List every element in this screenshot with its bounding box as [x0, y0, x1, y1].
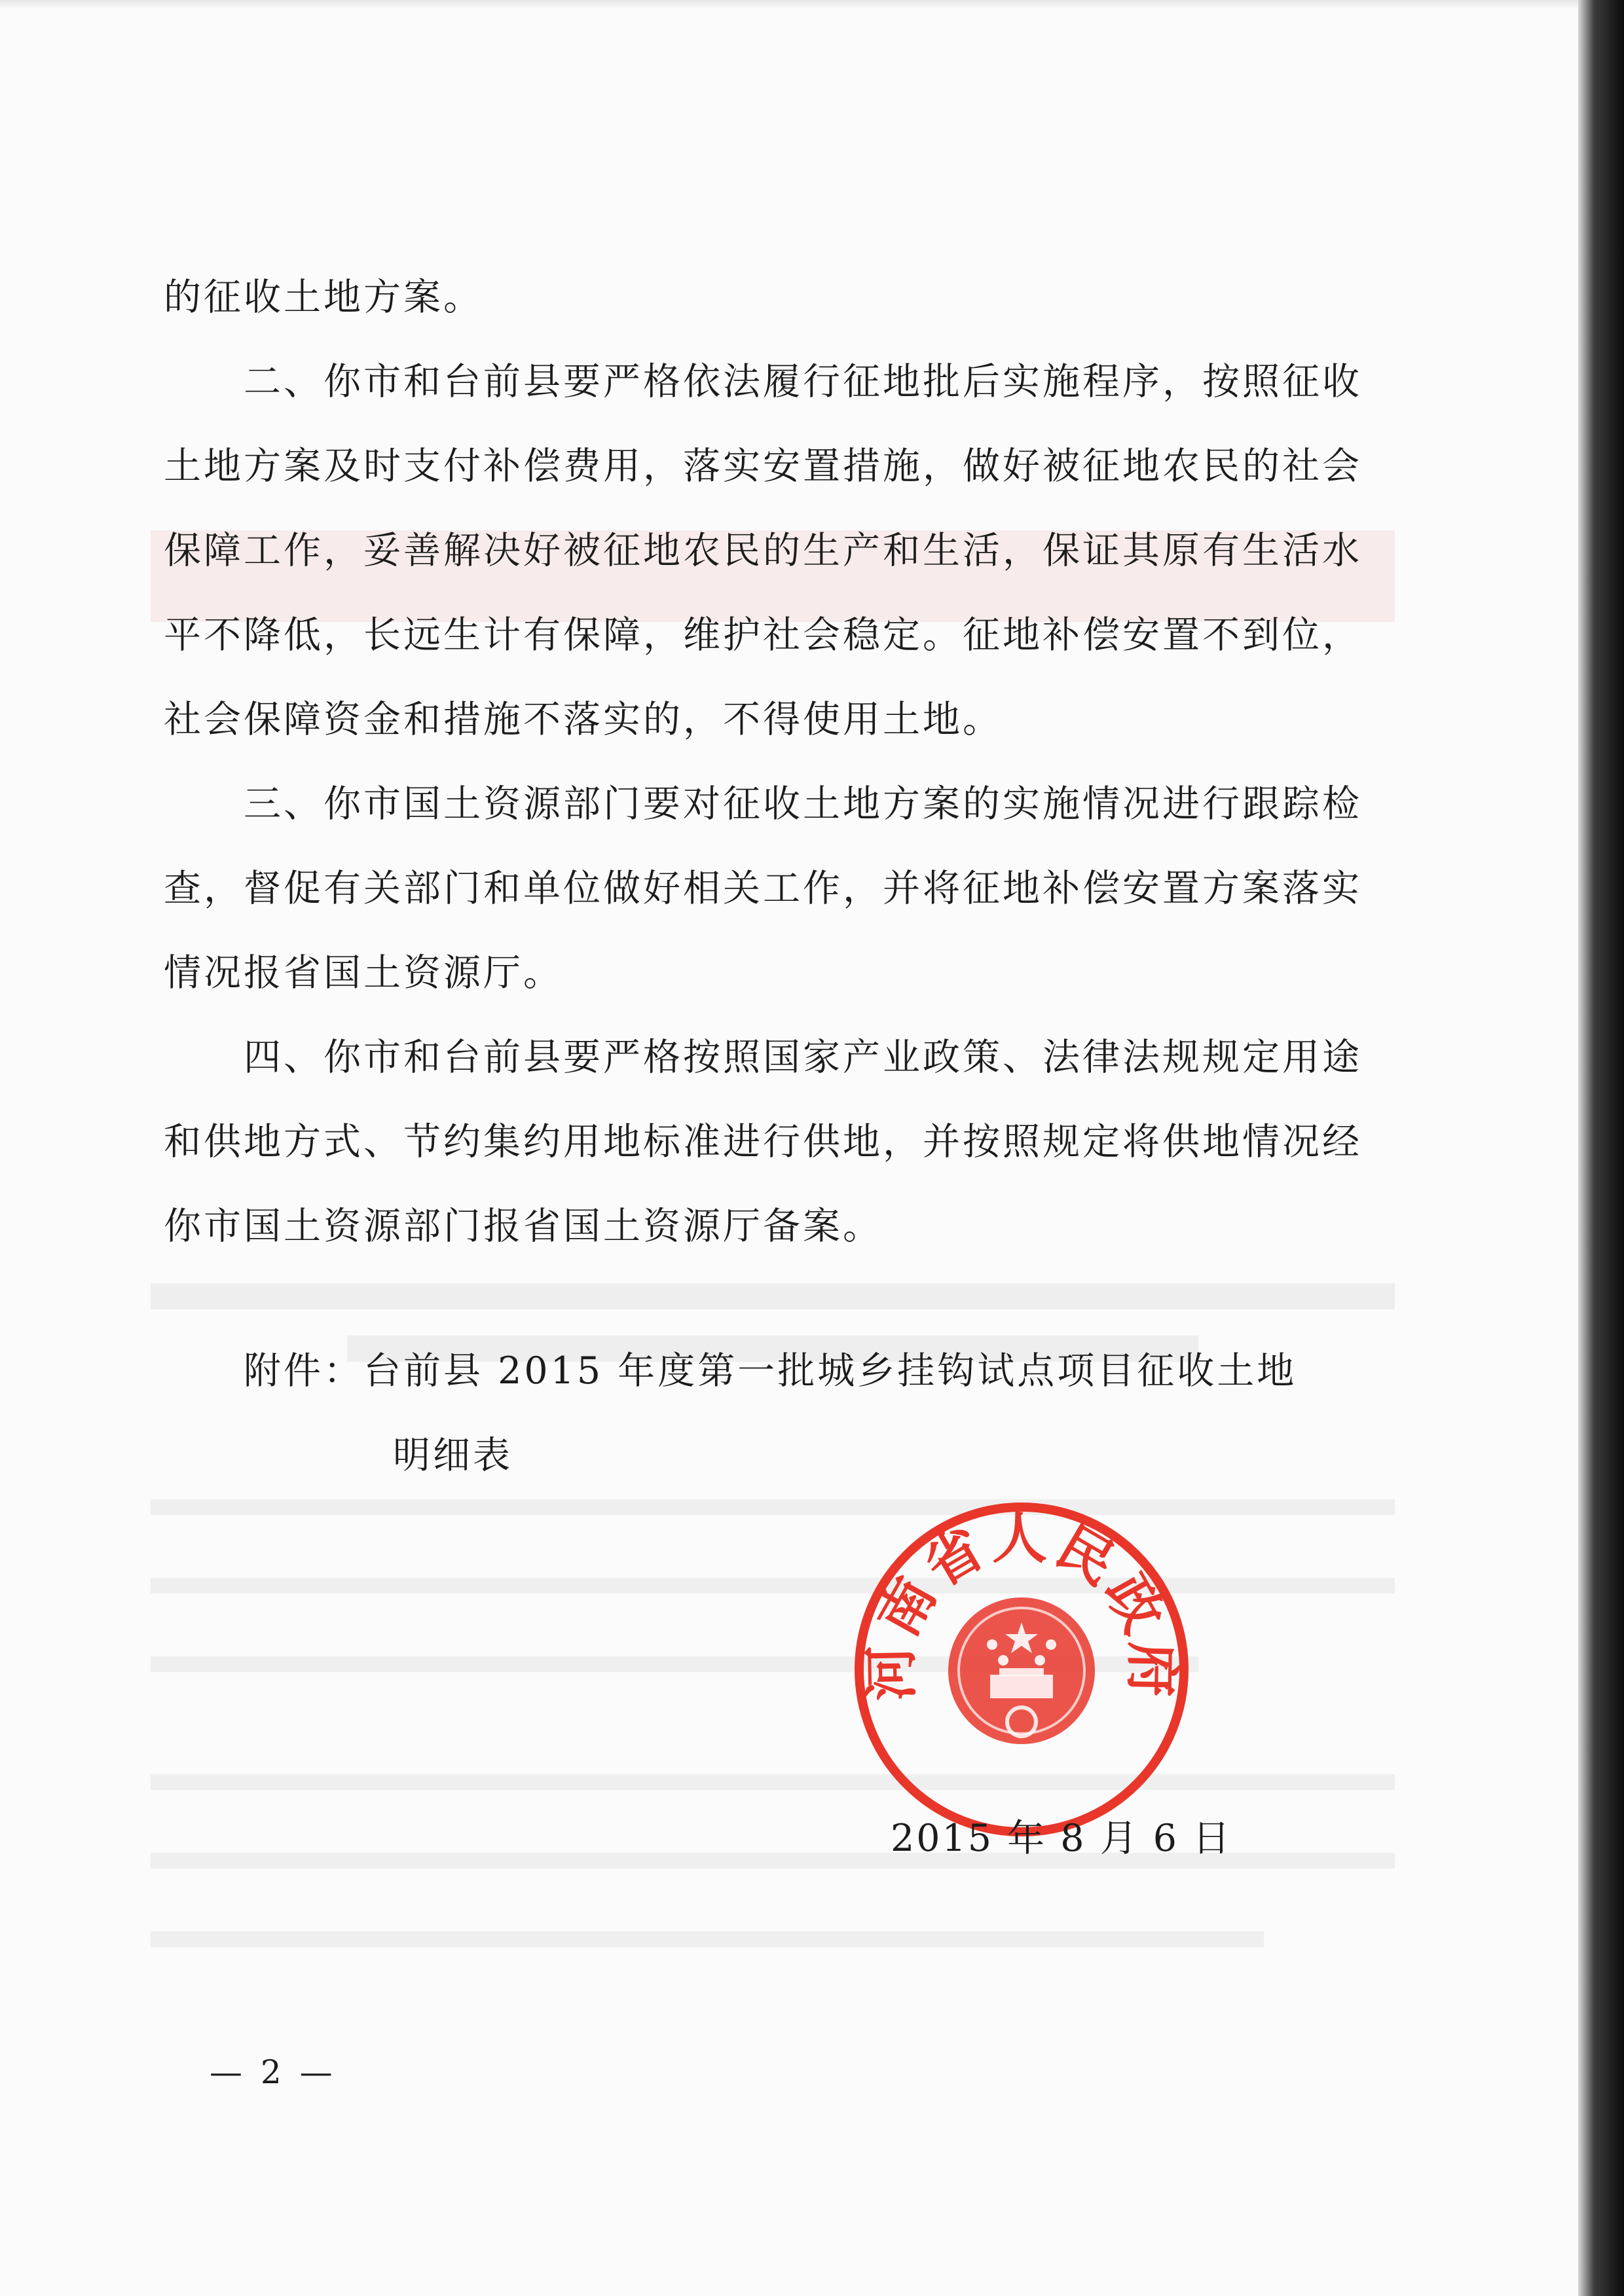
emblem-gate-roof [999, 1668, 1044, 1676]
paragraph-item-2: 二、你市和台前县要严格依法履行征地批后实施程序，按照征收土地方案及时支付补偿费用，落实安置措施，做好被征地农民的社会保障工作，妥善解决好被征地农民的生产和生活，保证其原有生活水平不降低，长远生计有保障，维护社会稳定。征地补偿安置不到位，社会保障资金和措施不落实的，不得使用土地。 [164, 360, 1362, 741]
paragraph-item-4: 四、你市和台前县要严格按照国家产业政策、法律法规规定用途和供地方式、节约集约用地标准进行供地，并按照规定将供地情况经你市国土资源部门报省国土资源厅备案。 [164, 1036, 1362, 1248]
scan-top-edge [0, 0, 1578, 9]
document-body [164, 255, 1362, 1269]
ghost-text-line [151, 1499, 1395, 1515]
ghost-title-line [151, 1283, 1395, 1309]
page-number: — 2 — [210, 2053, 337, 2091]
emblem-small-star [1035, 1655, 1045, 1666]
issue-date: 2015 年 8 月 6 日 [891, 1817, 1232, 1860]
ghost-text-line [151, 1931, 1264, 1947]
attachment-line-2: 明细表 [393, 1434, 513, 1477]
attachment-note [244, 1329, 1383, 1498]
emblem-gate [990, 1675, 1053, 1698]
emblem-small-star [998, 1655, 1008, 1666]
emblem-small-star [987, 1639, 997, 1650]
seal-issuer-text: 河南省人民政府 [858, 1506, 1185, 1702]
ghost-text-line [151, 1774, 1395, 1790]
official-seal [851, 1499, 1192, 1840]
paragraph-continuation: 的征收土地方案。 [164, 276, 483, 319]
scan-right-edge [1578, 0, 1624, 2296]
emblem-small-star [1046, 1639, 1056, 1650]
paragraph-item-3: 三、你市国土资源部门要对征收土地方案的实施情况进行跟踪检查，督促有关部门和单位做好相关工作，并将征地补偿安置方案落实情况报省国土资源厅。 [164, 782, 1362, 994]
attachment-line-1: 附件：台前县 2015 年度第一批城乡挂钩试点项目征收土地 [244, 1349, 1297, 1393]
ghost-text-line [151, 1578, 1395, 1594]
